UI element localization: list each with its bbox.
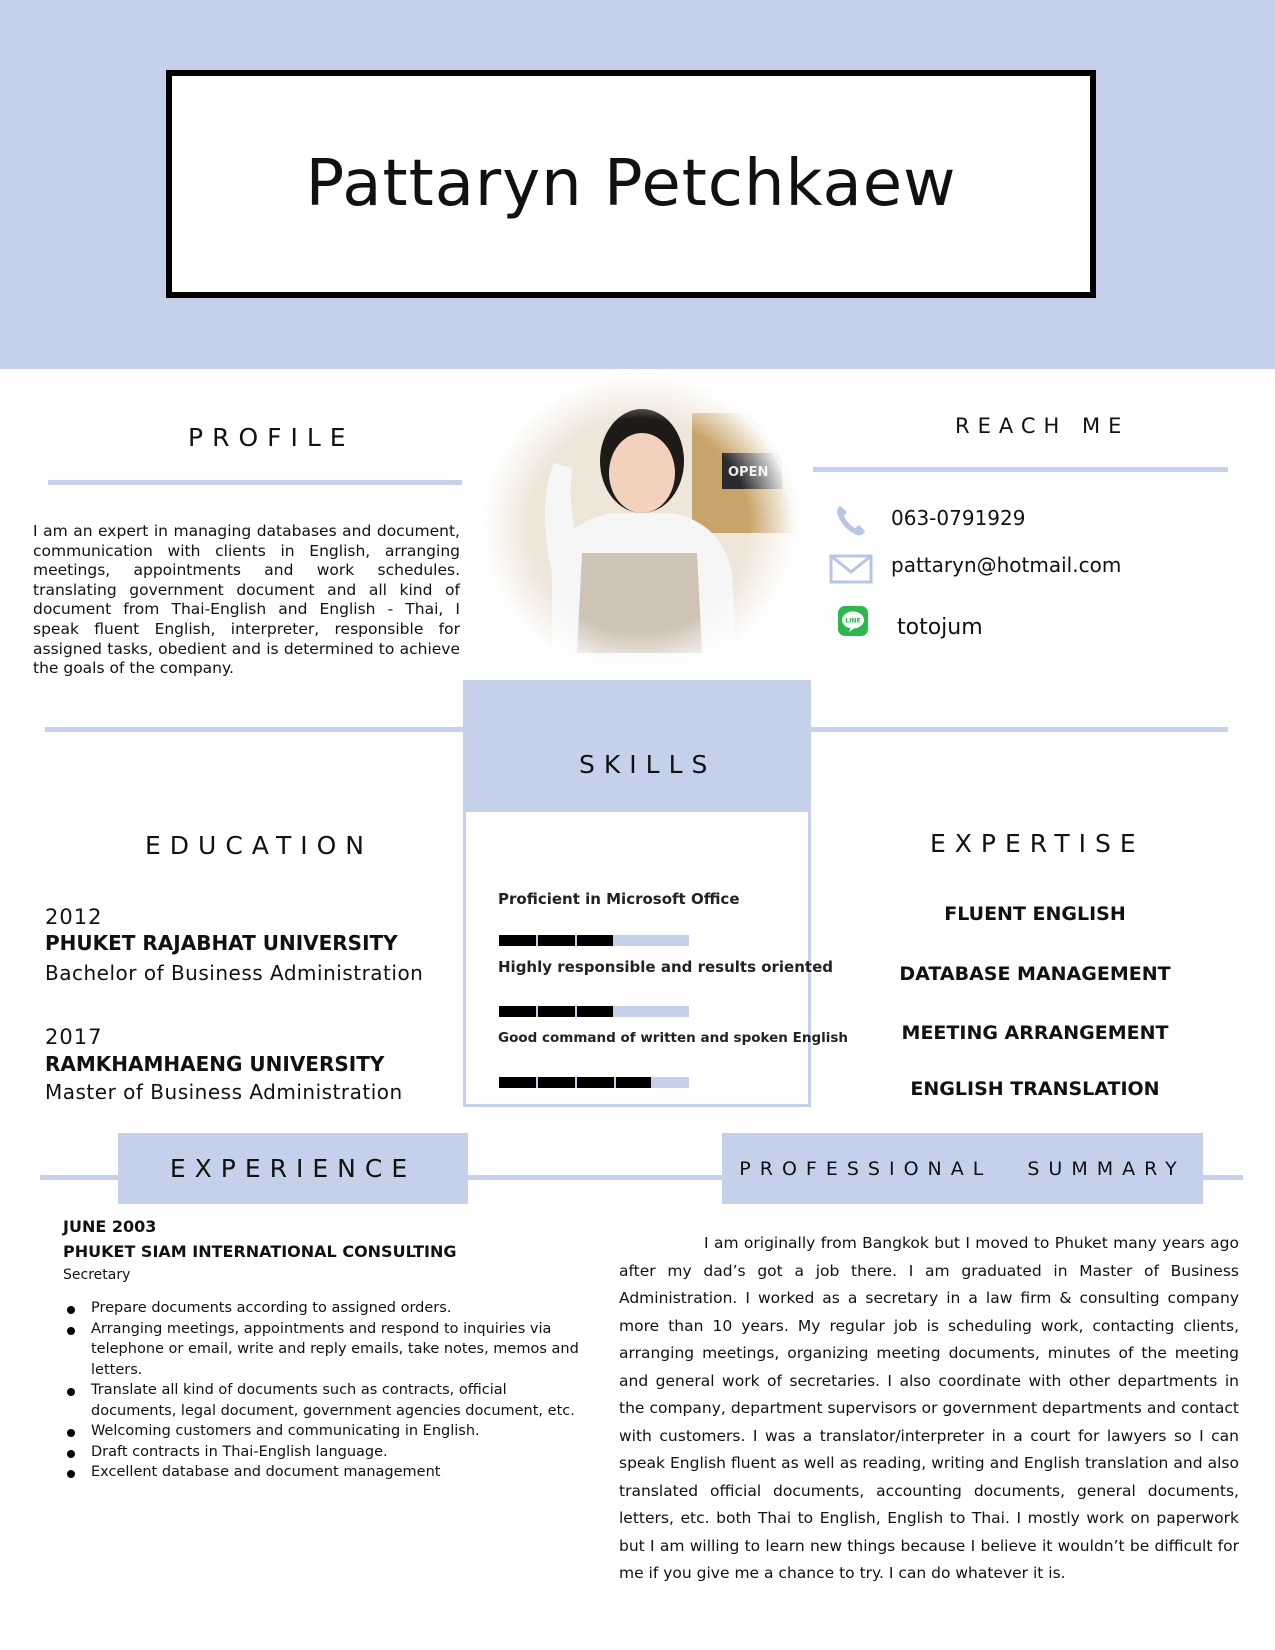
skill-bar-fill (499, 935, 613, 946)
professional-summary-header (722, 1133, 1203, 1204)
skill-bar (499, 1077, 689, 1088)
education-school: RAMKHAMHAENG UNIVERSITY (45, 1052, 385, 1076)
skill-bar (499, 935, 689, 946)
skill-label: Good command of written and spoken English (498, 1030, 849, 1046)
phone-number[interactable]: 063-0791929 (891, 506, 1026, 530)
phone-icon (830, 500, 870, 540)
resume-name: Pattaryn Petchkaew (305, 147, 957, 221)
mail-icon (828, 552, 874, 586)
education-degree: Master of Business Administration (45, 1080, 403, 1104)
name-box (166, 70, 1096, 298)
expertise-item: DATABASE MANAGEMENT (899, 963, 1171, 985)
education-degree: Bachelor of Business Administration (45, 961, 424, 985)
skill-label: Highly responsible and results oriented (498, 958, 833, 976)
experience-date: JUNE 2003 (63, 1217, 157, 1236)
experience-bullets (63, 1298, 593, 1483)
expertise-title: EXPERTISE (930, 829, 1145, 858)
expertise-item: ENGLISH TRANSLATION (910, 1078, 1160, 1100)
skill-bar (499, 1006, 689, 1017)
experience-header (118, 1133, 468, 1204)
profile-photo (482, 373, 796, 679)
reach-me-divider (813, 467, 1228, 472)
education-year: 2017 (45, 1025, 103, 1049)
profile-text: I am an expert in managing databases and document, communication with clients in English, arranging meetings, appointments and work schedules. translating government document and all kind of document from Thai-English and English - Thai, I speak fluent English, interpreter, responsible for assigned tasks, obedient and is determined to achieve the goals of the company. (33, 522, 460, 678)
list-item: Excellent database and document management (63, 1462, 593, 1483)
expertise-item: FLUENT ENGLISH (944, 903, 1126, 925)
list-item: Welcoming customers and communicating in English. (63, 1421, 593, 1442)
line-id[interactable]: totojum (897, 615, 983, 640)
skill-label: Proficient in Microsoft Office (498, 890, 740, 908)
line-app-icon (836, 604, 870, 638)
experience-company: PHUKET SIAM INTERNATIONAL CONSULTING (63, 1242, 457, 1261)
profile-divider (48, 480, 462, 485)
skills-title: SKILLS (579, 750, 717, 779)
reach-me-title: REACH ME (955, 414, 1130, 438)
professional-summary-text: I am originally from Bangkok but I moved to Phuket many years ago after my dad’s got a job there. I am graduated in Master of Business Administration. I worked as a secretary in a law firm & consulting company more than 10 years. My regular job is scheduling work, contacting clients, arranging meetings, organizing meeting documents, minutes of the meeting and general work of secretaries. I also coordinate with other departments in the company, department supervisors or government departments and contact with customers. I was a translator/interpreter in a court for lawyers so I can speak English fluent as well as reading, writing and English translation and also translated official documents, accounting documents, general documents, letters, etc. both Thai to English, English to Thai. I mostly work on paperwork but I am willing to learn new things because I believe it wouldn’t be difficult for me if you give me a chance to try. I can do whatever it is. (619, 1234, 1239, 1582)
list-item: Arranging meetings, appointments and respond to inquiries via telephone or email, write and reply emails, take notes, memos and letters. (63, 1319, 593, 1381)
skills-header (463, 680, 811, 812)
education-title: EDUCATION (145, 831, 373, 860)
education-year: 2012 (45, 905, 103, 929)
list-item: Prepare documents according to assigned orders. (63, 1298, 593, 1319)
list-item: Translate all kind of documents such as contracts, official documents, legal document, government agencies document, etc. (63, 1380, 593, 1421)
svg-text:LINE: LINE (845, 617, 861, 625)
education-school: PHUKET RAJABHAT UNIVERSITY (45, 931, 398, 955)
experience-title: EXPERIENCE (169, 1154, 417, 1183)
email-address[interactable]: pattaryn@hotmail.com (891, 553, 1122, 577)
skill-bar-fill (499, 1006, 613, 1017)
skill-bar-fill (499, 1077, 651, 1088)
list-item: Draft contracts in Thai-English language. (63, 1442, 593, 1463)
profile-title: PROFILE (188, 423, 355, 452)
expertise-item: MEETING ARRANGEMENT (901, 1022, 1169, 1044)
experience-role: Secretary (63, 1267, 131, 1283)
professional-summary-title: PROFESSIONAL SUMMARY (739, 1157, 1186, 1180)
